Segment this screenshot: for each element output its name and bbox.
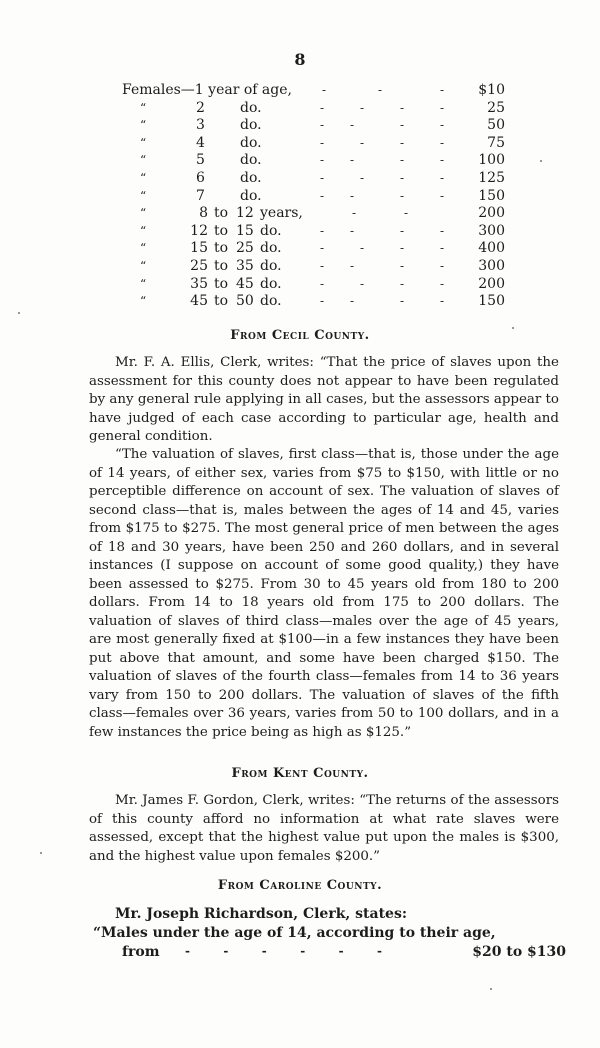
females-row-age: 2 bbox=[196, 99, 205, 116]
leader-dash: - bbox=[400, 188, 405, 203]
caroline-line-3-value: $20 to $130 bbox=[472, 944, 566, 960]
print-speck bbox=[18, 312, 20, 314]
leader-dash: - bbox=[352, 206, 357, 221]
females-row-to-age: 12 bbox=[236, 205, 254, 222]
leader-dash: - bbox=[440, 153, 445, 168]
females-row-to-word: to bbox=[214, 205, 229, 222]
leader-dash: - bbox=[320, 100, 325, 115]
print-speck bbox=[40, 852, 42, 854]
ditto-mark: “ bbox=[140, 206, 147, 221]
kent-county-heading: From Kent County. bbox=[231, 766, 369, 781]
leader-dashes: - - - - - - bbox=[185, 944, 382, 958]
leader-dash: - bbox=[350, 223, 355, 238]
ditto-mark: “ bbox=[140, 100, 147, 115]
leader-dash: - bbox=[360, 241, 365, 256]
leader-dash: - bbox=[440, 171, 445, 185]
leader-dash: - bbox=[400, 171, 405, 185]
females-row-unit: do. bbox=[240, 99, 262, 116]
females-range-row bbox=[0, 257, 600, 275]
females-row-value: 100 bbox=[478, 152, 505, 169]
females-row-to-word: to bbox=[214, 258, 229, 274]
females-row-from-age: 45 bbox=[190, 293, 208, 310]
leader-dash: - bbox=[400, 118, 405, 133]
females-row-to-age: 45 bbox=[236, 275, 254, 292]
females-row-value: $10 bbox=[478, 82, 505, 98]
leader-dash: - bbox=[350, 118, 355, 133]
print-speck bbox=[512, 327, 514, 329]
caroline-county-heading: From Caroline County. bbox=[217, 878, 383, 893]
leader-dash: - bbox=[360, 100, 365, 115]
cecil-paragraph-2 bbox=[89, 446, 559, 742]
females-row-suffix: do. bbox=[260, 275, 282, 292]
females-range-row bbox=[0, 204, 600, 222]
females-row-age: 4 bbox=[196, 134, 205, 151]
leader-dash: - bbox=[320, 294, 325, 309]
females-row bbox=[0, 169, 600, 187]
females-row bbox=[0, 116, 600, 134]
females-row-unit: do. bbox=[240, 117, 262, 134]
leader-dash: - bbox=[440, 276, 445, 291]
females-row-label: Females—1 year of age, bbox=[122, 82, 292, 98]
females-row-value: 400 bbox=[478, 240, 505, 257]
leader-dash: - bbox=[440, 135, 445, 150]
leader-dash: - bbox=[440, 188, 445, 203]
females-row-header bbox=[0, 81, 600, 99]
kent-paragraph bbox=[89, 792, 559, 866]
females-row bbox=[0, 134, 600, 152]
females-row-from-age: 25 bbox=[190, 258, 208, 274]
ditto-mark: “ bbox=[140, 223, 147, 238]
females-row-to-age: 25 bbox=[236, 240, 254, 257]
leader-dash: - bbox=[322, 83, 327, 97]
caroline-line-3-label: from bbox=[122, 944, 160, 960]
kent-paragraph-text: Mr. James F. Gordon, Clerk, writes: “The returns of the assessors of this county afford no information at what rate slaves were assessed, except that the highest value put upon the males is $300, and the highest value upon females $200.” bbox=[89, 793, 559, 864]
females-row-age: 7 bbox=[196, 187, 205, 204]
ditto-mark: “ bbox=[140, 259, 147, 273]
caroline-line-1: Mr. Joseph Richardson, Clerk, states: bbox=[115, 906, 408, 922]
leader-dash: - bbox=[440, 100, 445, 115]
leader-dash: - bbox=[350, 153, 355, 168]
females-range-row bbox=[0, 292, 600, 310]
females-range-row bbox=[0, 222, 600, 240]
females-row-suffix: do. bbox=[260, 240, 282, 257]
leader-dash: - bbox=[400, 276, 405, 291]
page-number: 8 bbox=[294, 50, 306, 69]
leader-dash: - bbox=[360, 276, 365, 291]
females-row-to-age: 50 bbox=[236, 293, 254, 310]
females-row bbox=[0, 187, 600, 205]
females-row-value: 125 bbox=[478, 170, 505, 186]
females-row-to-word: to bbox=[214, 293, 229, 310]
females-row-to-word: to bbox=[214, 222, 229, 239]
leader-dash: - bbox=[440, 118, 445, 133]
cecil-paragraph-2-text: “The valuation of slaves, first class—that is, those under the age of 14 years, of either sex, varies from $75 to $150, with little or no perceptible difference on account of sex. The valuation of slaves of second class—that is, males between the ages of 14 and 45, varies from $175 to $275. The most general price of men between the ages of 18 and 30 years, have been 250 and 260 dollars, and in several instances (I suppose on account of some good quality,) they have been assessed to $275. From 30 to 45 years old from 180 to 200 dollars. From 14 to 18 years old from 175 to 200 dollars. The valuation of slaves of third class—males over the age of 45 years, are most generally fixed at $100—in a few instances they have been put above that amount, and some have been charged $150. The valuation of slaves of the fourth class—females from 14 to 36 years vary from 150 to 200 dollars. The valuation of slaves of the fifth class—females over 36 years, varies from 50 to 100 dollars, and in a few instances the price being as high as $125.” bbox=[89, 447, 559, 740]
females-row-age: 5 bbox=[196, 152, 205, 169]
leader-dash: - bbox=[440, 241, 445, 256]
females-row-age: 3 bbox=[196, 117, 205, 134]
females-row-from-age: 35 bbox=[190, 275, 208, 292]
leader-dash: - bbox=[350, 259, 355, 273]
ditto-mark: “ bbox=[140, 171, 147, 185]
leader-dash: - bbox=[400, 223, 405, 238]
print-speck bbox=[540, 160, 542, 162]
leader-dash: - bbox=[440, 83, 445, 97]
leader-dash: - bbox=[360, 135, 365, 150]
females-row-to-age: 15 bbox=[236, 222, 254, 239]
leader-dash: - bbox=[320, 171, 325, 185]
leader-dash: - bbox=[440, 223, 445, 238]
females-row-to-word: to bbox=[214, 240, 229, 257]
females-row-value: 50 bbox=[487, 117, 505, 134]
females-row-unit: do. bbox=[240, 152, 262, 169]
females-row-value: 300 bbox=[478, 222, 505, 239]
leader-dash: - bbox=[400, 135, 405, 150]
females-row-unit: do. bbox=[240, 134, 262, 151]
leader-dash: - bbox=[440, 294, 445, 309]
leader-dash: - bbox=[320, 135, 325, 150]
cecil-paragraph-1-text: Mr. F. A. Ellis, Clerk, writes: “That the price of slaves upon the assessment for this county does not appear to have been regulated by any general rule applying in all cases, but the assessors appear to have judged of each case according to particular age, health and general condition. bbox=[89, 355, 559, 444]
caroline-line-2: “Males under the age of 14, according to their age, bbox=[93, 925, 496, 941]
ditto-mark: “ bbox=[140, 135, 147, 150]
leader-dash: - bbox=[400, 294, 405, 309]
print-speck bbox=[490, 988, 492, 990]
females-row-suffix: do. bbox=[260, 222, 282, 239]
females-row-age: 6 bbox=[196, 170, 205, 186]
females-row-unit: do. bbox=[240, 187, 262, 204]
ditto-mark: “ bbox=[140, 241, 147, 256]
females-row-suffix: years, bbox=[260, 205, 303, 222]
cecil-paragraph-1 bbox=[89, 354, 559, 447]
females-row-to-word: to bbox=[214, 275, 229, 292]
leader-dash: - bbox=[350, 188, 355, 203]
leader-dash: - bbox=[320, 276, 325, 291]
leader-dash: - bbox=[320, 223, 325, 238]
females-row-value: 25 bbox=[487, 99, 505, 116]
females-row-unit: do. bbox=[240, 170, 262, 186]
leader-dash: - bbox=[400, 241, 405, 256]
leader-dash: - bbox=[320, 118, 325, 133]
females-row-value: 150 bbox=[478, 293, 505, 310]
females-row-value: 300 bbox=[478, 258, 505, 274]
females-range-row bbox=[0, 275, 600, 293]
females-row-value: 200 bbox=[478, 205, 505, 222]
females-row-suffix: do. bbox=[260, 293, 282, 310]
females-row-value: 150 bbox=[478, 187, 505, 204]
females-row bbox=[0, 151, 600, 169]
females-row-suffix: do. bbox=[260, 258, 282, 274]
leader-dash: - bbox=[320, 153, 325, 168]
leader-dash: - bbox=[400, 153, 405, 168]
leader-dash: - bbox=[400, 259, 405, 273]
females-range-row bbox=[0, 239, 600, 257]
leader-dash: - bbox=[378, 83, 383, 97]
cecil-county-heading: From Cecil County. bbox=[230, 328, 370, 343]
females-row-from-age: 15 bbox=[190, 240, 208, 257]
females-row-value: 200 bbox=[478, 275, 505, 292]
leader-dash: - bbox=[320, 259, 325, 273]
ditto-mark: “ bbox=[140, 188, 147, 203]
leader-dash: - bbox=[400, 100, 405, 115]
leader-dash: - bbox=[440, 259, 445, 273]
ditto-mark: “ bbox=[140, 294, 147, 309]
leader-dash: - bbox=[360, 171, 365, 185]
ditto-mark: “ bbox=[140, 276, 147, 291]
ditto-mark: “ bbox=[140, 153, 147, 168]
leader-dash: - bbox=[350, 294, 355, 309]
females-row-to-age: 35 bbox=[236, 258, 254, 274]
females-row-from-age: 12 bbox=[190, 222, 208, 239]
females-row bbox=[0, 99, 600, 117]
leader-dash: - bbox=[404, 206, 409, 221]
ditto-mark: “ bbox=[140, 118, 147, 133]
females-row-value: 75 bbox=[487, 134, 505, 151]
females-row-from-age: 8 bbox=[199, 205, 208, 222]
leader-dash: - bbox=[320, 241, 325, 256]
leader-dash: - bbox=[320, 188, 325, 203]
